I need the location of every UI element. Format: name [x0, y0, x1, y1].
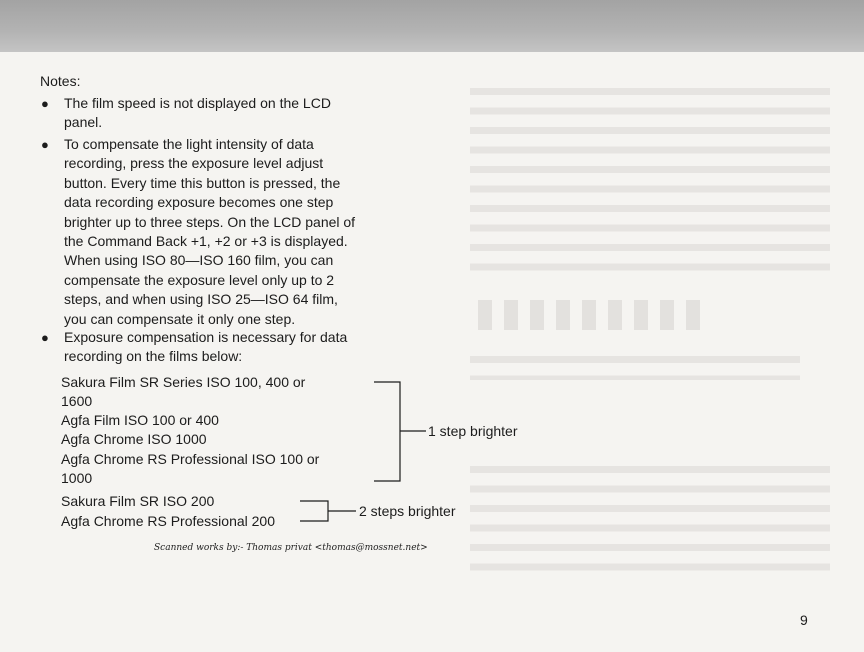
note-2-line: you can compensate it only one step.: [64, 310, 296, 327]
film-entry: Agfa Chrome RS Professional 200: [61, 513, 275, 529]
bracket-2: [300, 501, 328, 521]
group1-label: 1 step brighter: [428, 423, 518, 439]
note-2-line: When using ISO 80—ISO 160 film, you can: [64, 252, 334, 269]
film-entry: 1600: [61, 393, 93, 409]
note-1-line: panel.: [64, 114, 103, 131]
note-2-line: data recording exposure becomes one step: [64, 194, 334, 211]
note-2-line: compensate the exposure level only up to 2: [64, 271, 335, 288]
film-entry: Agfa Chrome RS Professional ISO 100 or: [61, 451, 320, 467]
scan-credit: Scanned works by:- Thomas privat <thomas@mossnet.net>: [154, 543, 428, 553]
film-entry: Sakura Film SR Series ISO 100, 400 or: [61, 374, 306, 390]
bullet-icon: ●: [41, 330, 49, 345]
note-2-line: brighter up to three steps. On the LCD panel of: [64, 213, 356, 230]
film-entry: Agfa Chrome ISO 1000: [61, 431, 207, 447]
film-entry: 1000: [61, 470, 93, 486]
note-2-line: To compensate the light intensity of data: [64, 136, 314, 152]
note-2-line: the Command Back +1, +2 or +3 is displayed.: [64, 233, 348, 250]
bracket-1: [374, 382, 400, 481]
notes-heading: Notes:: [40, 73, 81, 89]
note-3-line: Exposure compensation is necessary for data: [64, 329, 348, 345]
film-entry: Sakura Film SR ISO 200: [61, 493, 215, 509]
film-entry: Agfa Film ISO 100 or 400: [61, 412, 219, 428]
note-2-line: button. Every time this button is pressed, the: [64, 174, 341, 191]
note-2-line: recording, press the exposure level adjust: [64, 155, 324, 172]
note-3-line: recording on the films below:: [64, 348, 243, 365]
note-1-line: The film speed is not displayed on the LCD: [64, 95, 331, 111]
page-number: 9: [800, 612, 808, 628]
bullet-icon: ●: [41, 137, 49, 152]
bullet-icon: ●: [41, 96, 49, 111]
note-2-line: steps, and when using ISO 25—ISO 64 film,: [64, 291, 338, 308]
group2-label: 2 steps brighter: [359, 503, 456, 519]
